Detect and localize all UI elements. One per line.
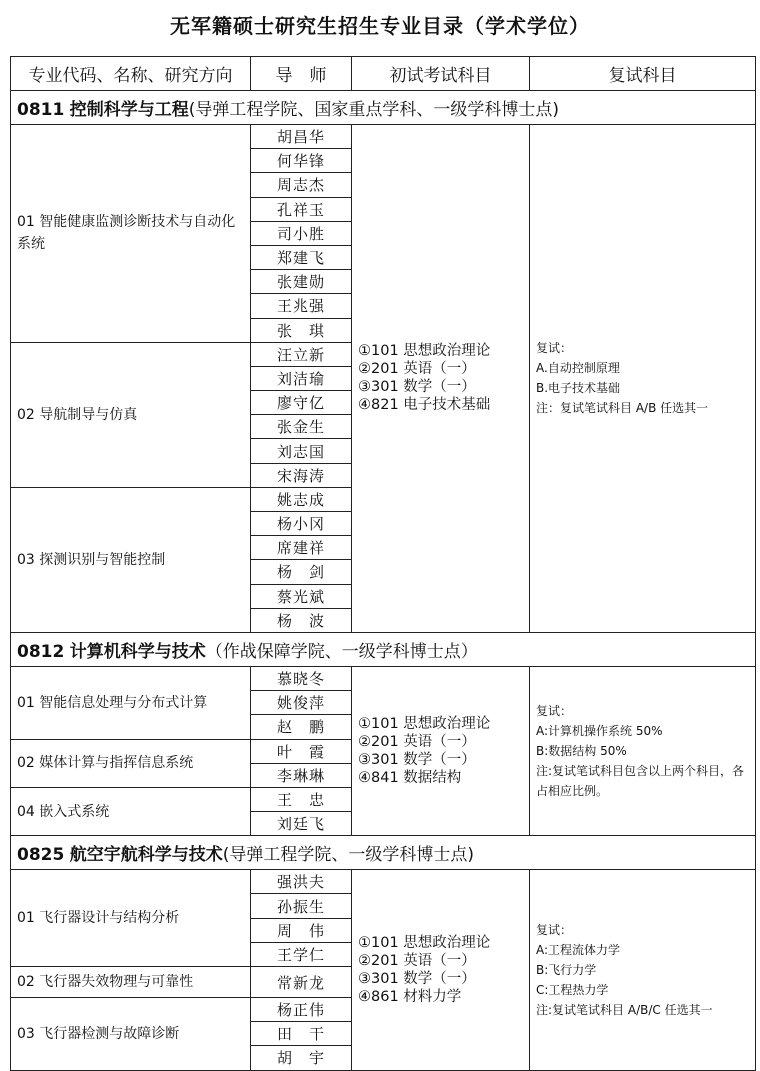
page-title: 无军籍硕士研究生招生专业目录（学术学位） bbox=[170, 14, 590, 38]
direction-name: 02 飞行器失效物理与可靠性 bbox=[11, 967, 251, 998]
exam-subject: ②201 英语（一） bbox=[358, 952, 476, 969]
program-table-body bbox=[11, 57, 756, 1071]
retest-item: B:飞行力学 bbox=[536, 962, 597, 977]
major-note: (导弹工程学院、国家重点学科、一级学科博士点) bbox=[188, 100, 559, 120]
direction-name: 02 导航制导与仿真 bbox=[11, 342, 251, 487]
retest-item: 注：复试笔试科目 A/B 任选其一 bbox=[536, 401, 709, 416]
retest-item: 注:复试笔试科目 A/B/C 任选其一 bbox=[536, 1002, 713, 1017]
tutor-name: 蔡光斌 bbox=[251, 584, 352, 608]
tutor-name: 孔祥玉 bbox=[251, 197, 352, 221]
major-name: 航空宇航科学与技术 bbox=[69, 845, 223, 866]
tutor-name: 赵 鹏 bbox=[251, 715, 352, 739]
retest-item: A:计算机操作系统 50% bbox=[536, 724, 663, 739]
direction-name: 02 媒体计算与指挥信息系统 bbox=[11, 739, 251, 787]
tutor-name: 司小胜 bbox=[251, 221, 352, 245]
tutor-name: 宋海涛 bbox=[251, 463, 352, 487]
exam-subject: ③301 数学（一） bbox=[358, 379, 476, 396]
exam-subject: ①101 思想政治理论 bbox=[358, 934, 491, 951]
exam-subject: ④861 材料力学 bbox=[358, 988, 462, 1005]
tutor-name: 杨 剑 bbox=[251, 560, 352, 584]
direction-name: 03 探测识别与智能控制 bbox=[11, 487, 251, 632]
tutor-name: 胡 宇 bbox=[251, 1046, 352, 1070]
tutor-name: 田 干 bbox=[251, 1022, 352, 1046]
retest-subjects bbox=[530, 870, 756, 1070]
exam-subjects bbox=[352, 125, 530, 633]
retest-item: B.电子技术基础 bbox=[536, 381, 621, 396]
exam-subject: ②201 英语（一） bbox=[358, 361, 476, 378]
tutor-name: 孙振生 bbox=[251, 894, 352, 918]
retest-item: 复试： bbox=[536, 341, 573, 356]
retest-subjects bbox=[530, 125, 756, 633]
tutor-name: 周 伟 bbox=[251, 918, 352, 942]
exam-subject: ④841 数据结构 bbox=[358, 770, 462, 787]
tutor-name: 胡昌华 bbox=[251, 125, 352, 149]
direction-name: 03 飞行器检测与故障诊断 bbox=[11, 998, 251, 1071]
exam-subjects bbox=[352, 870, 530, 1070]
direction-name: 01 飞行器设计与结构分析 bbox=[11, 870, 251, 967]
tutor-row bbox=[11, 666, 756, 690]
tutor-name: 慕晓冬 bbox=[251, 666, 352, 690]
tutor-name: 王兆强 bbox=[251, 294, 352, 318]
major-name: 计算机科学与技术 bbox=[69, 641, 206, 662]
retest-item: C:工程热力学 bbox=[536, 982, 609, 997]
tutor-name: 张建勋 bbox=[251, 270, 352, 294]
tutor-name: 叶 霞 bbox=[251, 739, 352, 763]
exam-subject: ③301 数学（一） bbox=[358, 970, 476, 987]
tutor-name: 常新龙 bbox=[251, 967, 352, 998]
header-tutor: 导 师 bbox=[251, 57, 352, 91]
tutor-name: 杨正伟 bbox=[251, 998, 352, 1022]
exam-subject: ④821 电子技术基础 bbox=[358, 397, 491, 414]
major-note: （作战保障学院、一级学科博士点） bbox=[205, 641, 478, 662]
direction-name: 04 嵌入式系统 bbox=[11, 787, 251, 835]
retest-item: 复试： bbox=[536, 704, 573, 719]
tutor-name: 汪立新 bbox=[251, 342, 352, 366]
retest-item: A:工程流体力学 bbox=[536, 942, 621, 957]
tutor-name: 郑建飞 bbox=[251, 245, 352, 269]
tutor-name: 杨 波 bbox=[251, 608, 352, 632]
header-exam: 初试考试科目 bbox=[352, 57, 530, 91]
tutor-name: 周志杰 bbox=[251, 173, 352, 197]
retest-subjects bbox=[530, 666, 756, 835]
retest-item: 复试： bbox=[536, 922, 573, 937]
tutor-name: 强洪夫 bbox=[251, 870, 352, 894]
tutor-name: 杨小冈 bbox=[251, 512, 352, 536]
tutor-name: 李琳琳 bbox=[251, 763, 352, 787]
program-table bbox=[10, 56, 756, 1071]
major-code: 0811 bbox=[17, 100, 65, 120]
retest-item: 注:复试笔试科目包含以上两个科目，各占相应比例。 bbox=[536, 764, 745, 799]
major-code: 0812 bbox=[17, 641, 65, 662]
major-name: 控制科学与工程 bbox=[69, 100, 189, 120]
tutor-name: 何华锋 bbox=[251, 149, 352, 173]
major-header-row bbox=[11, 836, 756, 870]
tutor-name: 廖守亿 bbox=[251, 391, 352, 415]
direction-name: 01 智能信息处理与分布式计算 bbox=[11, 666, 251, 739]
retest-item: B:数据结构 50% bbox=[536, 744, 627, 759]
major-title bbox=[11, 91, 756, 125]
tutor-name: 刘志国 bbox=[251, 439, 352, 463]
major-note: (导弹工程学院、一级学科博士点) bbox=[222, 845, 474, 866]
exam-subject: ③301 数学（一） bbox=[358, 752, 476, 769]
tutor-name: 席建祥 bbox=[251, 536, 352, 560]
tutor-name: 姚俊萍 bbox=[251, 691, 352, 715]
tutor-name: 刘廷飞 bbox=[251, 812, 352, 836]
retest-item: A.自动控制原理 bbox=[536, 361, 620, 376]
header-retest: 复试科目 bbox=[530, 57, 756, 91]
tutor-name: 王 忠 bbox=[251, 787, 352, 811]
tutor-name: 姚志成 bbox=[251, 487, 352, 511]
tutor-name: 王学仁 bbox=[251, 942, 352, 966]
major-title bbox=[11, 632, 756, 666]
major-code: 0825 bbox=[17, 845, 65, 866]
tutor-row bbox=[11, 125, 756, 149]
major-header-row bbox=[11, 91, 756, 125]
tutor-row bbox=[11, 870, 756, 894]
major-title bbox=[11, 836, 756, 870]
direction-name: 01 智能健康监测诊断技术与自动化系统 bbox=[11, 125, 251, 343]
exam-subject: ②201 英语（一） bbox=[358, 734, 476, 751]
tutor-name: 刘洁瑜 bbox=[251, 366, 352, 390]
tutor-name: 张 琪 bbox=[251, 318, 352, 342]
major-header-row bbox=[11, 632, 756, 666]
header-direction: 专业代码、名称、研究方向 bbox=[11, 57, 251, 91]
exam-subject: ①101 思想政治理论 bbox=[358, 343, 491, 360]
exam-subjects bbox=[352, 666, 530, 835]
header-row bbox=[11, 57, 756, 91]
tutor-name: 张金生 bbox=[251, 415, 352, 439]
exam-subject: ①101 思想政治理论 bbox=[358, 716, 491, 733]
